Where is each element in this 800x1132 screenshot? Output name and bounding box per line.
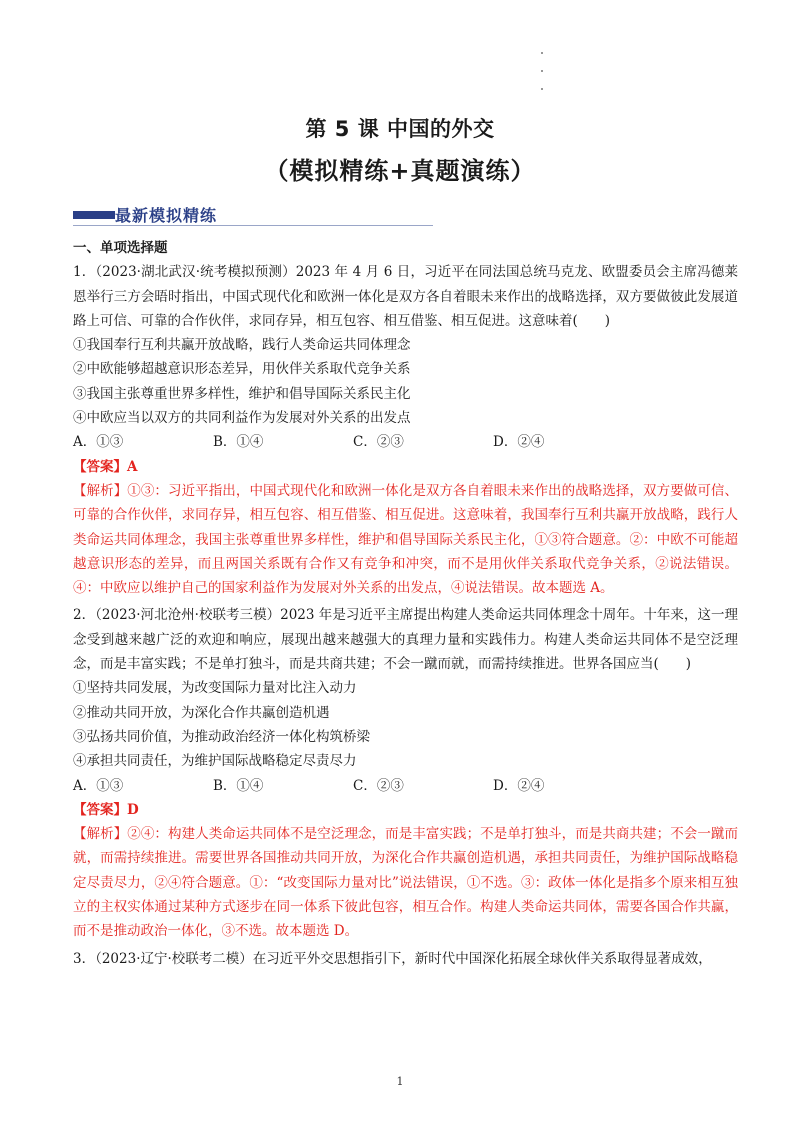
section-banner bbox=[73, 203, 433, 229]
option-a: A．①③ bbox=[73, 777, 124, 794]
choice-item: ③我国主张尊重世界多样性，维护和倡导国际关系民主化 bbox=[73, 385, 411, 402]
analysis-text: 【解析】①③：习近平指出，中国式现代化和欧洲一体化是双方各自着眼未来作出的战略选择，双方要做可信、可靠的合作伙伴，求同存异，相互包容、相互借鉴、相互促进。这意味着，我国奉行互利共赢开放战略，践行人类命运共同体理念，我国主张尊重世界多样性，维护和倡导国际关系民主化，①③符合题意。②：中欧不可能超越意识形态的差异，而且两国关系既有合作又有竞争和冲突，而不是用伙伴关系取代竞争关系，②说法错误。④：中欧应以维护自己的国家利益作为发展对外关系的出发点，④说法错误。故本题选 A。 bbox=[73, 482, 738, 597]
question-stem: 3．（2023·辽宁·校联考二模）在习近平外交思想指引下，新时代中国深化拓展全球伙伴关系取得显著成效， bbox=[73, 950, 712, 967]
choice-item: ③弘扬共同价值，为推动政治经济一体化构筑桥梁 bbox=[73, 728, 370, 745]
analysis-text: 【解析】②④：构建人类命运共同体不是空泛理念，而是丰富实践；不是单打独斗，而是共商共建；不会一蹴而就，而需持续推进。需要世界各国推动共同开放，为深化合作共赢创造机遇，承担共同责任，为维护国际战略稳定尽责尽力，②④符合题意。①：“改变国际力量对比”说法错误，①不选。③：政体一体化是指多个原来相互独立的主权实体通过某种方式逐步在同一体系下彼此包容，相互合作。构建人类命运共同体，需要各国合作共赢，而不是推动政治一体化，③不选。故本题选 D。 bbox=[73, 826, 738, 940]
page-title: 第 5 课 中国的外交 bbox=[305, 117, 495, 141]
answer-key: 【答案】A bbox=[73, 458, 138, 475]
option-d: D．②④ bbox=[493, 777, 545, 794]
choice-item: ④中欧应当以双方的共同利益作为发展对外关系的出发点 bbox=[73, 410, 411, 427]
option-a: A．①③ bbox=[73, 434, 124, 451]
option-b: B．①④ bbox=[213, 434, 264, 451]
answer-key: 【答案】D bbox=[73, 801, 139, 818]
choice-item: ④承担共同责任，为维护国际战略稳定尽责尽力 bbox=[73, 753, 357, 770]
option-b: B．①④ bbox=[213, 777, 264, 794]
answer-options bbox=[73, 774, 738, 798]
page-number: 1 bbox=[396, 1075, 404, 1088]
choice-item: ②中欧能够超越意识形态差异，用伙伴关系取代竞争关系 bbox=[73, 361, 411, 378]
header-dots bbox=[541, 52, 545, 106]
question-3 bbox=[73, 947, 738, 971]
answer-options bbox=[73, 430, 738, 454]
question-stem: 2．（2023·河北沧州·校联考三模）2023 年是习近平主席提出构建人类命运共同体理念十周年。十年来，这一理念受到越来越广泛的欢迎和响应，展现出越来越强大的真理力量和实践伟力。构建人类命运共同体不是空泛理念，而是丰富实践；不是单打独斗，而是共商共建；不会一蹴而就，而需持续推进。世界各国应当( ) bbox=[73, 607, 738, 673]
option-c: C．②③ bbox=[353, 777, 404, 794]
choice-item: ①我国奉行互利共赢开放战略，践行人类命运共同体理念 bbox=[73, 337, 411, 354]
part-heading: 一、单项选择题 bbox=[73, 240, 168, 256]
section-label: 最新模拟精练 bbox=[115, 206, 218, 225]
option-d: D．②④ bbox=[493, 434, 545, 451]
choice-item: ②推动共同开放，为深化合作共赢创造机遇 bbox=[73, 704, 330, 721]
question-2 bbox=[73, 603, 738, 943]
choice-item: ①坚持共同发展，为改变国际力量对比注入动力 bbox=[73, 680, 357, 697]
option-c: C．②③ bbox=[353, 434, 404, 451]
document-body bbox=[73, 236, 738, 971]
question-1 bbox=[73, 260, 738, 600]
question-stem: 1．（2023·湖北武汉·统考模拟预测）2023 年 4 月 6 日，习近平在同法国总统马克龙、欧盟委员会主席冯德莱恩举行三方会晤时指出，中国式现代化和欧洲一体化是双方各自着眼未来作出的战略选择，双方要做彼此发展道路上可信、可靠的合作伙伴，求同存异，相互包容、相互借鉴、相互促进。这意味着( ) bbox=[73, 264, 738, 329]
section-divider bbox=[73, 225, 433, 226]
page-subtitle: （模拟精练+真题演练） bbox=[264, 157, 536, 185]
section-banner-bar bbox=[73, 211, 115, 219]
